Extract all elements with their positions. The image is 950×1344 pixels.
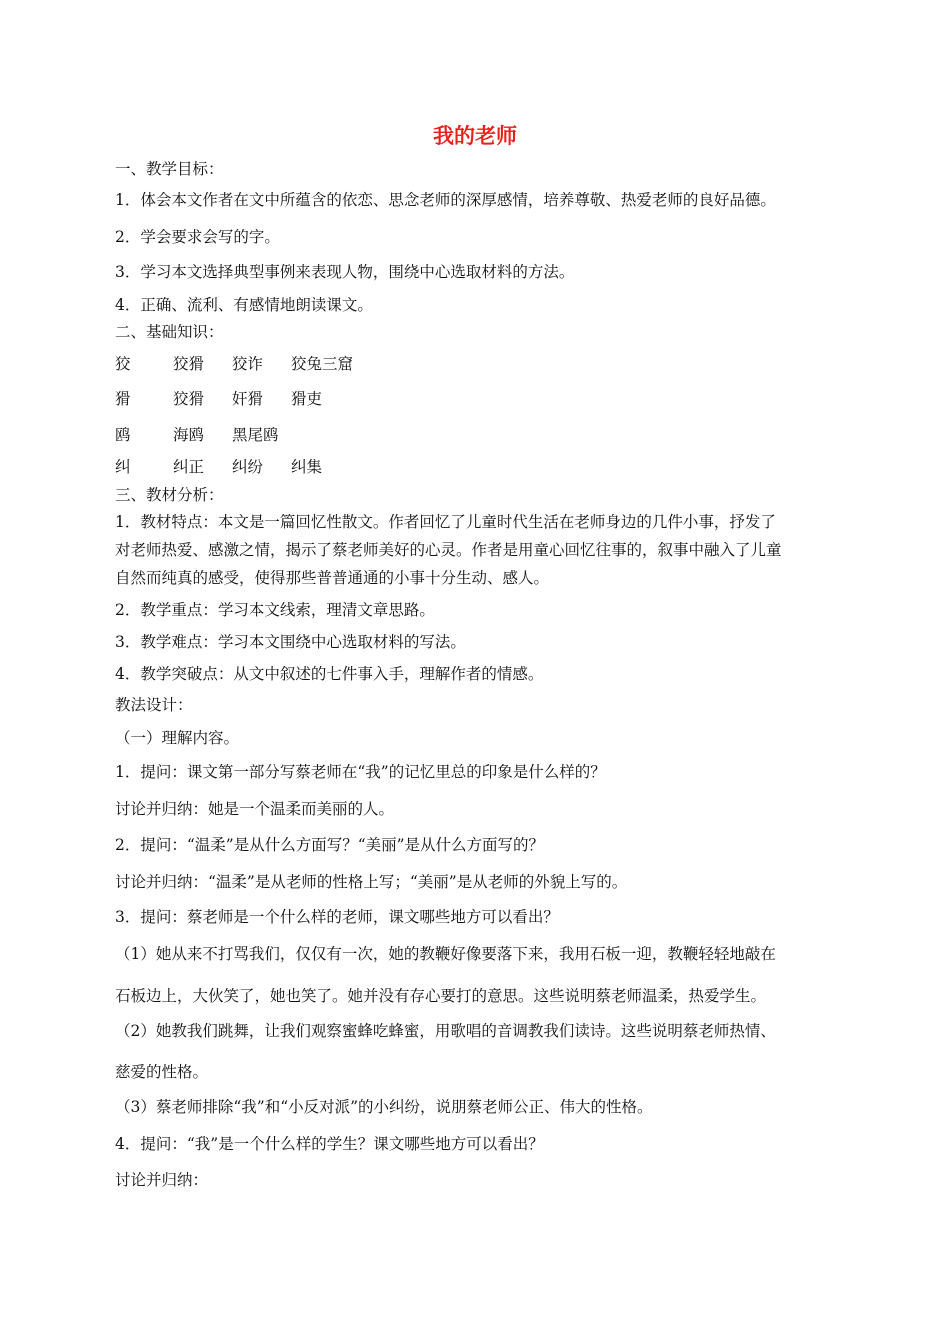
section-heading-analysis: 三、教材分析： <box>115 486 224 504</box>
goal-item: 3．学习本文选择典型事例来表现人物，围绕中心选取材料的方法。 <box>115 263 575 281</box>
goal-item: 2．学会要求会写的字。 <box>115 228 280 246</box>
goal-item: 1．体会本文作者在文中所蕴含的依恋、思念老师的深厚感情，培养尊敬、热爱老师的良好品德。 <box>115 191 776 209</box>
vocab-word: 狡兔三窟 <box>291 355 354 373</box>
answer-item-line: （2）她教我们跳舞，让我们观察蜜蜂吃蜂蜜，用歌唱的音调教我们读诗。这些说明蔡老师热情、 <box>115 1022 776 1040</box>
question: 2．提问：“温柔”是从什么方面写？“美丽”是从什么方面写的？ <box>115 836 545 854</box>
analysis-item: 2．教学重点：学习本文线索，理清文章思路。 <box>115 601 435 619</box>
answer-item-line: 石板边上，大伙笑了，她也笑了。她并没有存心要打的意思。这些说明蔡老师温柔，热爱学生。 <box>115 987 767 1005</box>
vocab-row <box>115 424 835 446</box>
vocab-char: 猾 <box>115 390 131 408</box>
answer: 讨论并归纳：“温柔”是从老师的性格上写；“美丽”是从老师的外貌上写的。 <box>115 873 628 891</box>
answer: 讨论并归纳：她是一个温柔而美丽的人。 <box>115 800 395 818</box>
vocab-word: 猾吏 <box>291 390 323 408</box>
vocab-word: 狡猾 <box>173 390 205 408</box>
analysis-paragraph-line: 对老师热爱、感激之情，揭示了蔡老师美好的心灵。作者是用童心回忆往事的，叙事中融入了儿童 <box>115 541 782 559</box>
question: 1．提问：课文第一部分写蔡老师在“我”的记忆里总的印象是什么样的？ <box>115 763 606 781</box>
vocab-word: 黑尾鸥 <box>232 426 279 444</box>
analysis-paragraph-line: 自然而纯真的感受，使得那些普普通通的小事十分生动、感人。 <box>115 569 550 587</box>
analysis-item: 3．教学难点：学习本文围绕中心选取材料的写法。 <box>115 633 466 651</box>
vocab-word: 狡诈 <box>232 355 264 373</box>
vocab-word: 纠集 <box>291 458 323 476</box>
answer-item-line: 慈爱的性格。 <box>115 1063 209 1081</box>
vocab-char: 鸥 <box>115 426 131 444</box>
vocab-word: 海鸥 <box>173 426 205 444</box>
analysis-paragraph-line: 1．教材特点：本文是一篇回忆性散文。作者回忆了儿童时代生活在老师身边的几件小事，抒发了 <box>115 513 776 531</box>
section-heading-goals: 一、教学目标： <box>115 160 224 178</box>
vocab-word: 纠正 <box>173 458 205 476</box>
vocab-word: 纠纷 <box>232 458 264 476</box>
question: 4．提问：“我”是一个什么样的学生？课文哪些地方可以看出？ <box>115 1135 544 1153</box>
vocab-char: 纠 <box>115 458 131 476</box>
vocab-row <box>115 388 835 410</box>
vocab-row <box>115 456 835 478</box>
vocab-word: 狡猾 <box>173 355 205 373</box>
part-heading: （一）理解内容。 <box>115 729 240 747</box>
goal-item: 4．正确、流利、有感情地朗读课文。 <box>115 296 373 314</box>
answer: 讨论并归纳： <box>115 1171 209 1189</box>
vocab-row <box>115 353 835 375</box>
vocab-word: 奸猾 <box>232 390 264 408</box>
analysis-item: 4．教学突破点：从文中叙述的七件事入手，理解作者的情感。 <box>115 665 544 683</box>
section-heading-basics: 二、基础知识： <box>115 323 224 341</box>
question: 3．提问：蔡老师是一个什么样的老师，课文哪些地方可以看出？ <box>115 908 559 926</box>
method-heading: 教法设计： <box>115 696 193 714</box>
answer-item-line: （1）她从来不打骂我们，仅仅有一次，她的教鞭好像要落下来，我用石板一迎，教鞭轻轻地敲在 <box>115 945 776 963</box>
document-title: 我的老师 <box>433 124 517 148</box>
answer-item-line: （3）蔡老师排除“我”和“小反对派”的小纠纷，说朋蔡老师公正、伟大的性格。 <box>115 1098 653 1116</box>
vocab-char: 狡 <box>115 355 131 373</box>
